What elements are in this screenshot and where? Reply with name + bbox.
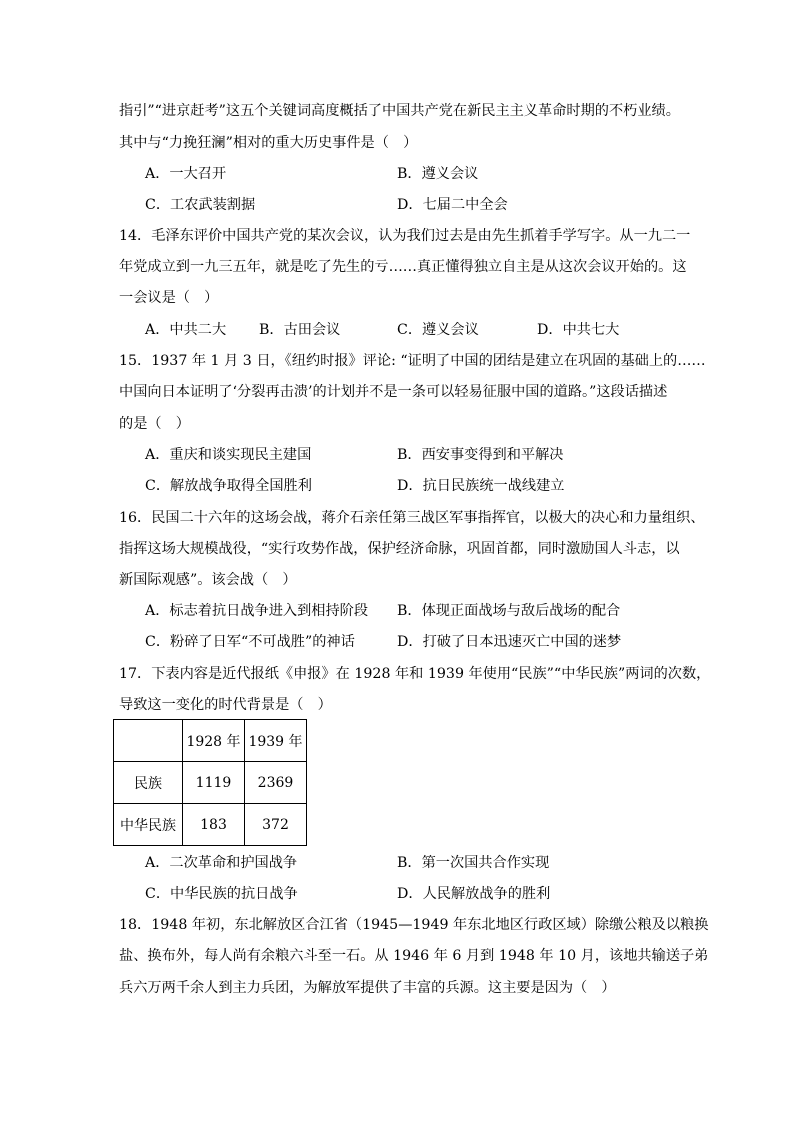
q14-stem-line: 年党成立到一九三五年，就是吃了先生的亏……真正懂得独立自主是从这次会议开始的。这: [119, 259, 687, 275]
q15-option-a: A．重庆和谈实现民主建国: [145, 447, 312, 463]
q15-stem-line: 中国向日本证明了‘分裂再击溃’的计划并不是一条可以轻易征服中国的道路。”这段话描述: [119, 384, 668, 400]
q16-stem-line: 16．民国二十六年的这场会战，蒋介石亲任第三战区军事指挥官，以极大的决心和力量组织、: [119, 510, 705, 526]
q14-option-c: C．遵义会议: [397, 322, 479, 338]
q13-option-b: B．遵义会议: [397, 166, 479, 182]
q18-stem-line: 兵六万两千余人到主力兵团，为解放军提供了丰富的兵源。这主要是因为（ ）: [119, 980, 616, 996]
q14-option-b: B．古田会议: [259, 322, 341, 338]
table-row-label: 中华民族: [114, 804, 183, 846]
q13-stem-line: 指引”“进京赶考”这五个关键词高度概括了中国共产党在新民主主义革命时期的不朽业绩。: [119, 103, 680, 119]
table-cell: 183: [183, 804, 245, 846]
q17-option-c: C．中华民族的抗日战争: [145, 886, 298, 902]
q15-stem-line: 15．1937 年 1 月 3 日，《纽约时报》评论: “证明了中国的团结是建立在巩固的基础上的……: [119, 353, 706, 369]
q13-stem-line: 其中与“力挽狂澜”相对的重大历史事件是（ ）: [119, 135, 418, 151]
q18-stem-line: 盐、换布外，每人尚有余粮六斗至一石。从 1946 年 6 月到 1948 年 10 月，该地共输送子弟: [119, 948, 709, 964]
q17-stem-line: 17．下表内容是近代报纸《申报》在 1928 年和 1939 年使用“民族”“中华民族”两词的次数，: [119, 666, 711, 682]
q16-option-d: D．打破了日本迅速灭亡中国的迷梦: [397, 634, 622, 650]
q13-option-a: A．一大召开: [145, 166, 227, 182]
q14-option-a: A．中共二大: [145, 322, 227, 338]
q13-option-d: D．七届二中全会: [397, 197, 508, 213]
q18-stem-line: 18．1948 年初，东北解放区合江省（1945—1949 年东北地区行政区域）除缴公粮及以粮换: [119, 917, 709, 933]
q14-stem-line: 14．毛泽东评价中国共产党的某次会议，认为我们过去是由先生抓着手学写字。从一九二一: [119, 228, 691, 244]
q13-option-c: C．工农武装割据: [145, 197, 256, 213]
table-row-label: 民族: [114, 762, 183, 804]
q15-option-c: C．解放战争取得全国胜利: [145, 478, 312, 494]
q17-option-b: B．第一次国共合作实现: [397, 855, 550, 871]
table-header-cell: 1939 年: [245, 720, 307, 762]
table-cell: 372: [245, 804, 307, 846]
q16-option-b: B．体现正面战场与敌后战场的配合: [397, 603, 621, 619]
q14-option-d: D．中共七大: [537, 322, 620, 338]
q14-stem-line: 一会议是（ ）: [119, 290, 219, 306]
q15-stem-line: 的是（ ）: [119, 416, 190, 432]
q16-stem-line: 新国际观感”。该会战（ ）: [119, 572, 297, 588]
table-header-row: [114, 720, 307, 762]
q16-option-c: C．粉碎了日军“不可战胜”的神话: [145, 634, 355, 650]
q17-option-a: A．二次革命和护国战争: [145, 855, 298, 871]
q15-option-d: D．抗日民族统一战线建立: [397, 478, 565, 494]
q15-option-b: B．西安事变得到和平解决: [397, 447, 564, 463]
table-header-cell: 1928 年: [183, 720, 245, 762]
q16-option-a: A．标志着抗日战争进入到相持阶段: [145, 603, 369, 619]
table-row: [114, 762, 307, 804]
q17-stem-line: 导致这一变化的时代背景是（ ）: [119, 697, 332, 713]
table-cell: 2369: [245, 762, 307, 804]
table-cell: 1119: [183, 762, 245, 804]
q16-stem-line: 指挥这场大规模战役，“实行攻势作战，保护经济命脉，巩固首都，同时激励国人斗志，以: [119, 541, 680, 557]
table-corner-cell: [114, 720, 183, 762]
q17-option-d: D．人民解放战争的胜利: [397, 886, 551, 902]
table-row: [114, 804, 307, 846]
q17-data-table: [113, 719, 307, 846]
